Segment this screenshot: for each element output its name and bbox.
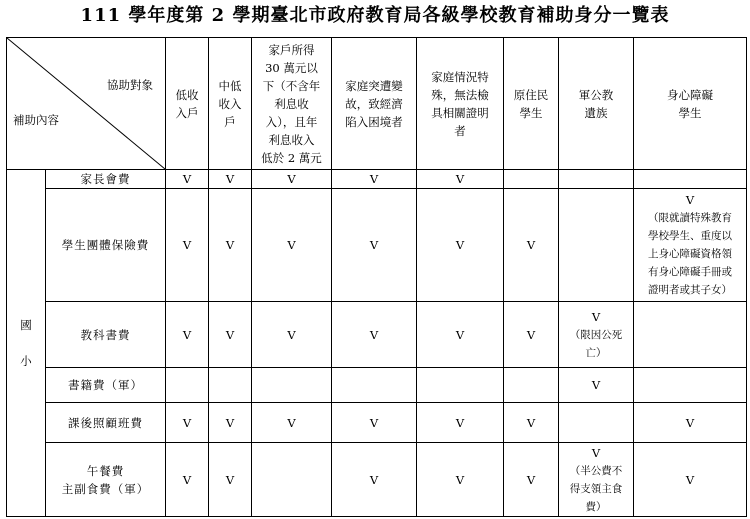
check-mark: V (455, 327, 465, 342)
table-cell (252, 403, 332, 443)
table-cell (559, 302, 634, 368)
check-mark: V (526, 415, 536, 430)
page-title: 111 學年度第 2 學期臺北市政府教育局各級學校教育補助身分一覽表 (80, 5, 670, 26)
table-cell (504, 189, 559, 302)
table-cell (332, 302, 417, 368)
table-row (7, 189, 747, 302)
check-mark: V (369, 472, 379, 487)
table-cell (209, 170, 252, 189)
table-cell (634, 443, 747, 517)
check-mark: V (526, 238, 536, 252)
row-item-label: 教科書費 (46, 302, 166, 368)
table-cell (252, 189, 332, 302)
check-mark: V (182, 415, 192, 430)
col-header-mid-low-income: 中低 收入 戶 (209, 38, 252, 170)
content-label: 補助內容 (13, 113, 59, 127)
table-cell (559, 403, 634, 443)
table-cell (209, 368, 252, 403)
cell-note: （半公費不 得支領主食 費） (569, 464, 623, 513)
check-mark: V (369, 415, 379, 430)
table-cell (634, 368, 747, 403)
check-mark: V (225, 238, 235, 252)
check-mark: V (591, 309, 601, 324)
table-cell (332, 368, 417, 403)
check-mark: V (182, 238, 192, 252)
table-cell (166, 403, 209, 443)
check-mark: V (526, 472, 536, 487)
check-mark: V (369, 238, 379, 252)
check-mark: V (225, 172, 235, 186)
check-mark: V (455, 415, 465, 430)
table-cell (332, 443, 417, 517)
check-mark: V (225, 472, 235, 487)
row-item-label: 午餐費 主副食費（軍） (46, 443, 166, 517)
table-cell (559, 170, 634, 189)
check-mark: V (685, 472, 695, 487)
check-mark: V (287, 415, 296, 430)
check-mark: V (287, 327, 296, 342)
check-mark: V (182, 327, 192, 342)
check-mark: V (225, 327, 235, 342)
check-mark: V (591, 445, 601, 460)
table-cell (166, 189, 209, 302)
table-cell (559, 189, 634, 302)
row-item-label: 課後照顧班費 (46, 403, 166, 443)
check-mark: V (455, 238, 465, 252)
table-cell (209, 443, 252, 517)
table-cell (166, 443, 209, 517)
table-cell (209, 189, 252, 302)
header-row (7, 38, 747, 170)
table-cell (417, 443, 504, 517)
check-mark: V (526, 327, 536, 342)
col-header-low-income: 低收 入戶 (166, 38, 209, 170)
table-cell (634, 189, 747, 302)
table-row (7, 302, 747, 368)
table-cell (417, 302, 504, 368)
table-cell (504, 443, 559, 517)
table-cell (559, 443, 634, 517)
table-cell (559, 368, 634, 403)
table-cell (252, 368, 332, 403)
school-level-label: 國 小 (7, 170, 46, 517)
check-mark: V (685, 415, 695, 430)
table-cell (332, 403, 417, 443)
table-cell (634, 403, 747, 443)
subsidy-table (6, 37, 747, 517)
col-header-military-bereaved: 軍公教 遺族 (559, 38, 634, 170)
table-cell (504, 302, 559, 368)
table-cell (634, 170, 747, 189)
table-cell (166, 302, 209, 368)
row-item-label: 學生團體保險費 (46, 189, 166, 302)
check-mark: V (225, 415, 235, 430)
table-cell (166, 368, 209, 403)
row-item-label: 書籍費（軍） (46, 368, 166, 403)
table-cell (504, 170, 559, 189)
row-item-label: 家長會費 (46, 170, 166, 189)
table-cell (417, 368, 504, 403)
check-mark: V (685, 193, 695, 207)
target-label: 協助對象 (107, 78, 153, 92)
check-mark: V (287, 238, 296, 252)
table-row (7, 443, 747, 517)
table-cell (252, 302, 332, 368)
table-cell (634, 302, 747, 368)
check-mark: V (182, 472, 192, 487)
table-cell (417, 403, 504, 443)
table-cell (332, 189, 417, 302)
col-header-family-hardship: 家庭突遭變 故，致經濟 陷入困境者 (332, 38, 417, 170)
table-cell (252, 443, 332, 517)
table-cell (252, 170, 332, 189)
table-cell (504, 368, 559, 403)
table-row (7, 170, 747, 189)
check-mark: V (182, 172, 192, 186)
check-mark: V (369, 327, 379, 342)
check-mark: V (455, 172, 465, 186)
table-cell (166, 170, 209, 189)
table-row (7, 368, 747, 403)
table-cell (332, 170, 417, 189)
table-cell (209, 302, 252, 368)
col-header-household-income: 家戶所得 30 萬元以 下（不含年 利息收 入），且年 利息收入 低於 2 萬元 (252, 38, 332, 170)
col-header-indigenous: 原住民 學生 (504, 38, 559, 170)
table-cell (504, 403, 559, 443)
col-header-special-circumstance: 家庭情況特 殊，無法檢 具相關證明 者 (417, 38, 504, 170)
table-row (7, 403, 747, 443)
check-mark: V (369, 172, 379, 186)
table-cell (209, 403, 252, 443)
col-header-disabled: 身心障礙 學生 (634, 38, 747, 170)
diagonal-line (7, 38, 165, 169)
check-mark: V (591, 378, 601, 392)
check-mark: V (455, 472, 465, 487)
diagonal-header-cell (7, 38, 166, 170)
table-cell (417, 170, 504, 189)
cell-note: （限就讀特殊教育 學校學生、重度以 上身心障礙資格領 有身心障礙手冊或 證明者或其子女） (648, 212, 732, 296)
cell-note: （限因公死 亡） (569, 328, 623, 359)
table-cell (417, 189, 504, 302)
check-mark: V (287, 172, 296, 186)
